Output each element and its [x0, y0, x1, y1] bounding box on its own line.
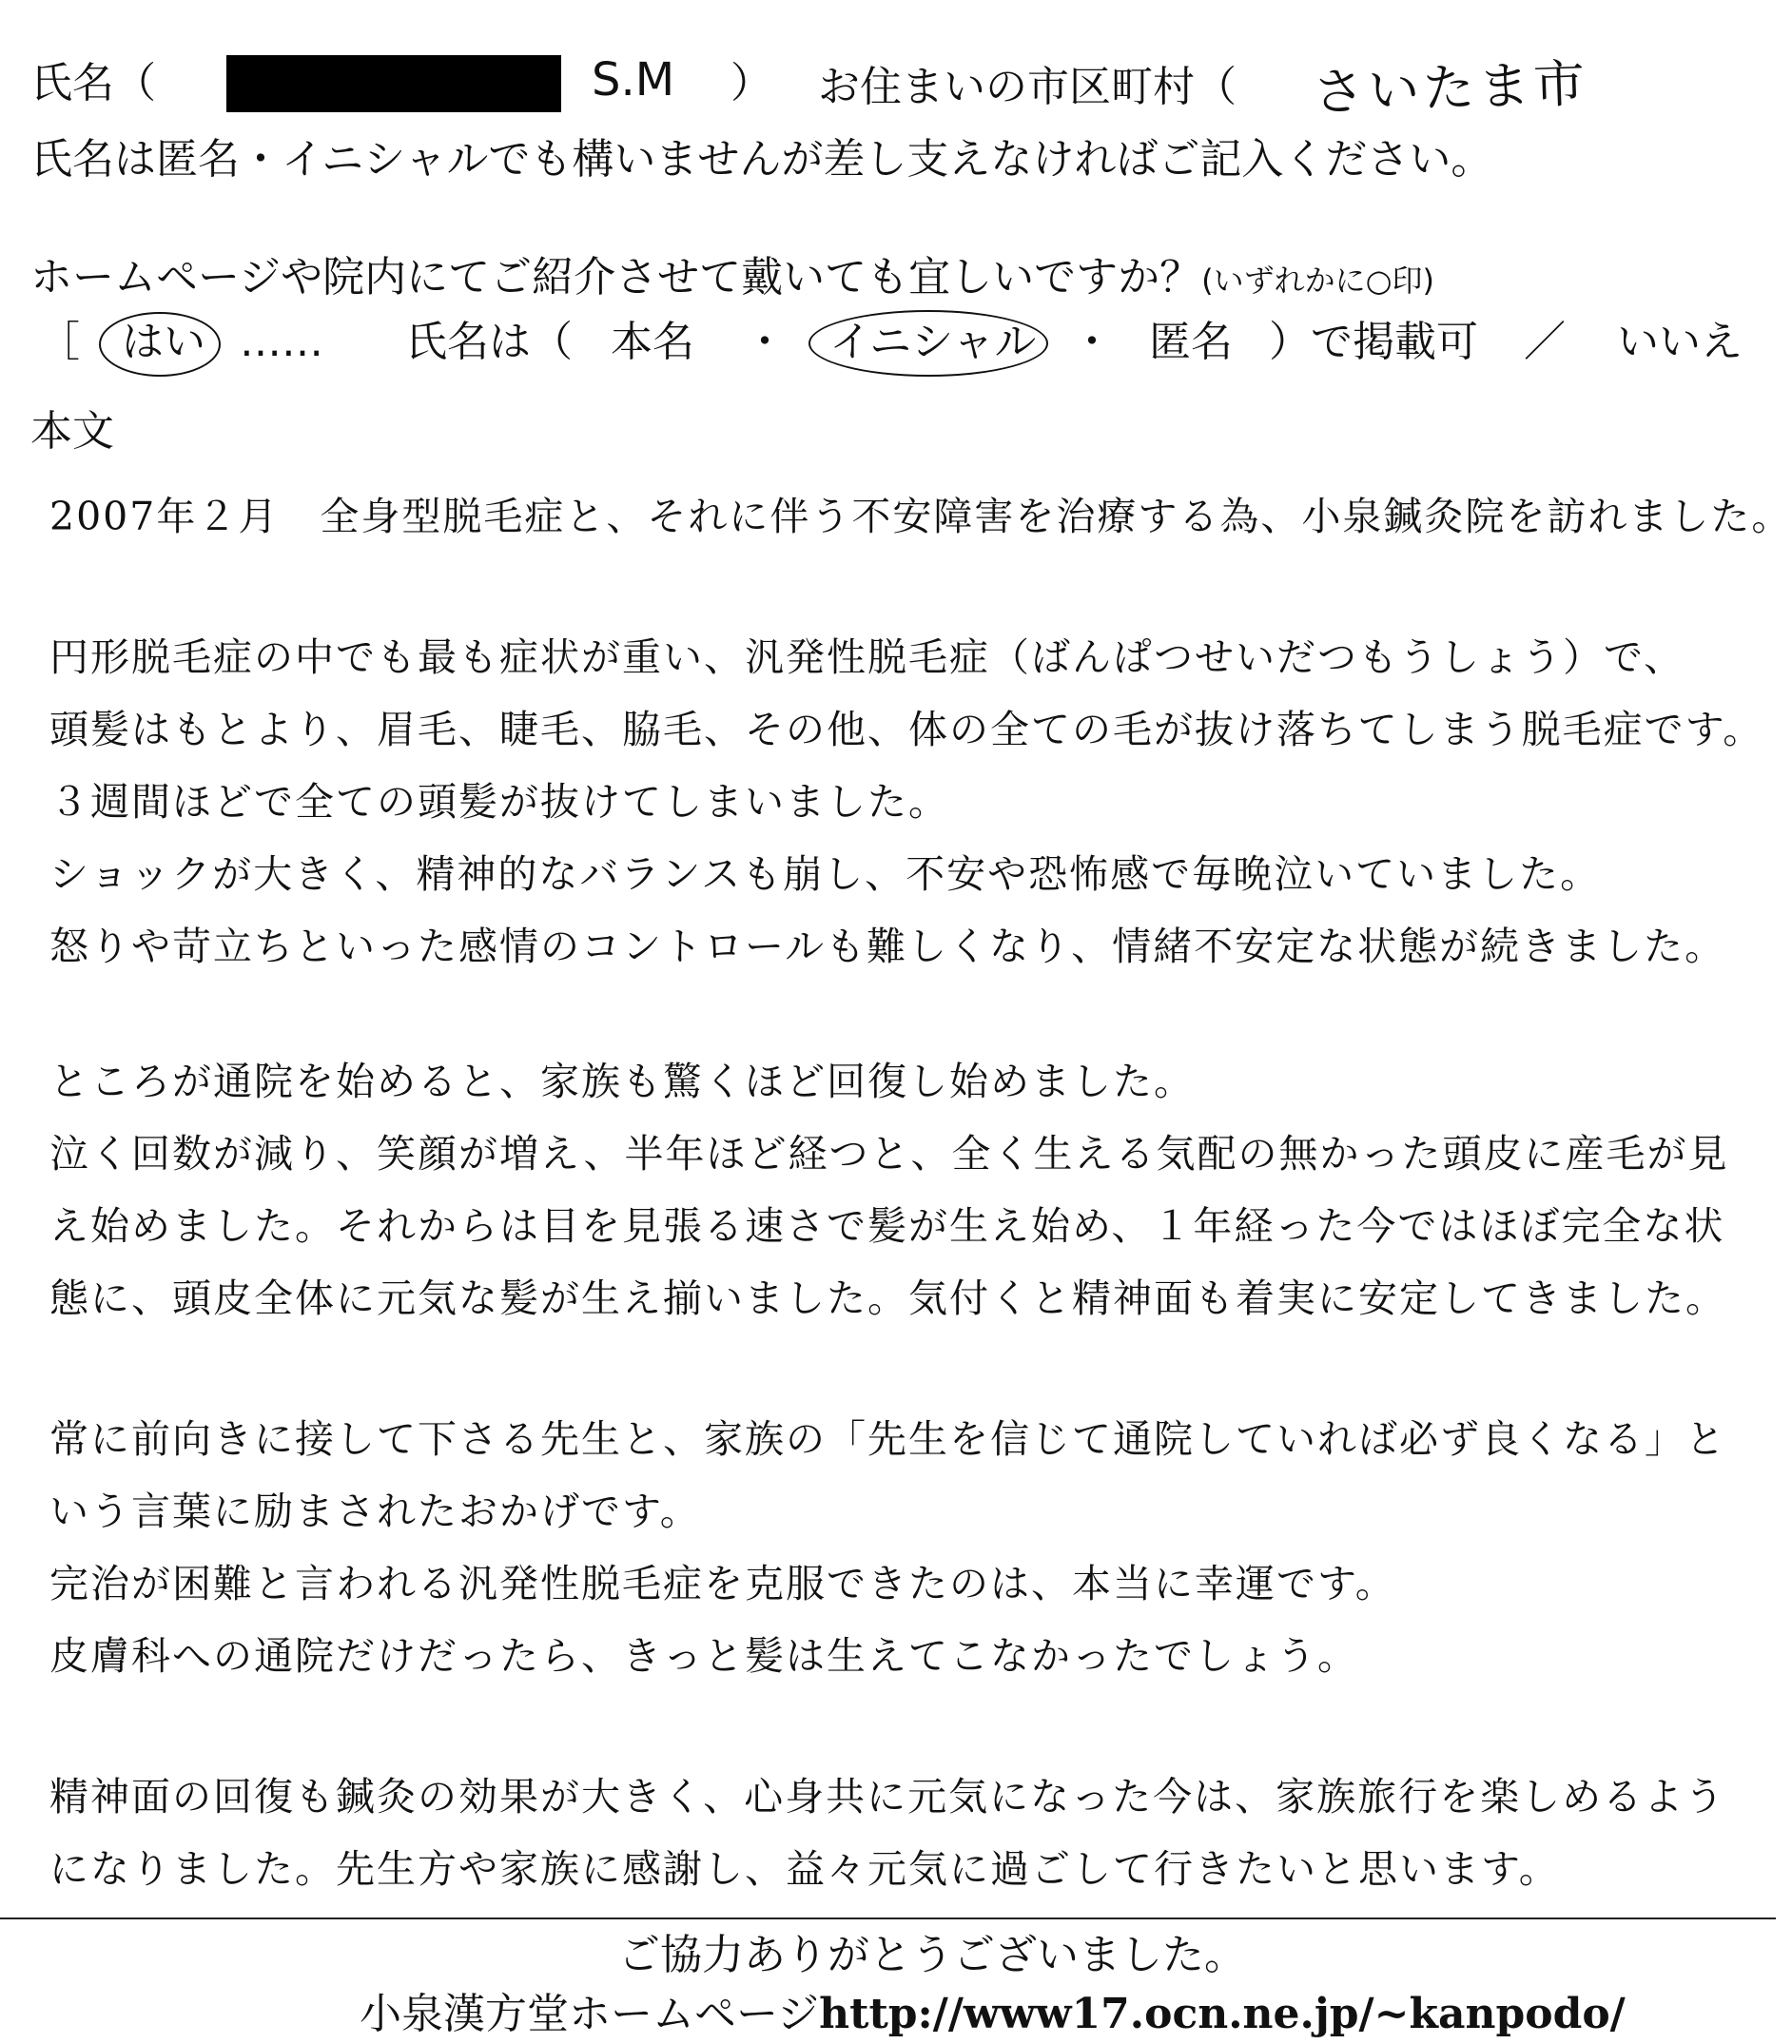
no-option: いいえ [1617, 318, 1743, 366]
name-initials: S.M [592, 53, 675, 107]
name-label: 氏名（ [30, 59, 156, 107]
yes-circle-mark [99, 312, 221, 377]
body-line: いう言葉に励まされたおかげです。 [49, 1489, 701, 1534]
body-heading-text: 本文 [30, 407, 114, 456]
name-display-label: 氏名は（ [405, 318, 573, 366]
consent-question-note: (いずれかに○印) [1201, 263, 1435, 299]
initials-circle-mark [808, 310, 1048, 377]
body-line: 完治が困難と言われる汎発性脱毛症を克服できたのは、本当に幸運です。 [49, 1561, 1396, 1606]
body-line: 皮膚科への通院だけだったら、きっと髪は生えてこなかったでしょう。 [49, 1633, 1358, 1679]
body-paragraph-4 [49, 1415, 1726, 1704]
body-line: ショックが大きく、精神的なバランスも崩し、不安や恐怖感で毎晩泣いていました。 [49, 851, 1602, 897]
body-line: 円形脱毛症の中でも最も症状が重い、汎発性脱毛症（ばんぱつせいだつもうしょう）で、 [49, 634, 1685, 680]
footer-homepage [360, 1988, 1626, 2041]
consent-question [30, 253, 1434, 305]
body-line: え始めました。それからは目を見張る速さで髪が生え始め、１年経った今ではほぼ完全な状 [49, 1203, 1725, 1249]
body-line: 2007年２月 全身型脱毛症と、それに伴う不安障害を治療する為、小泉鍼灸院を訪れました。 [49, 494, 1792, 539]
anonymous-option: 匿名 [1149, 318, 1233, 366]
real-name-option: 本名 [611, 318, 694, 366]
homepage-label: 小泉漢方堂ホームページ [360, 1990, 820, 2038]
body-line: 常に前向きに接して下さる先生と、家族の「先生を信じて通院していれば必ず良くなる」と [49, 1416, 1726, 1462]
body-paragraph-3 [49, 1058, 1728, 1347]
body-line: 頭髪はもとより、眉毛、睫毛、脇毛、その他、体の全ての毛が抜け落ちてしまう脱毛症です。 [49, 707, 1764, 752]
body-paragraph-1 [49, 493, 1792, 540]
residence-label: お住まいの市区町村（ [818, 63, 1237, 111]
body-line: 泣く回数が減り、笑顔が増え、半年ほど経つと、全く生える気配の無かった頭皮に産毛が見 [49, 1131, 1729, 1177]
footer-thanks: ご協力ありがとうございました。 [618, 1931, 1246, 1979]
yes-option: はい [122, 318, 205, 366]
body-line: ３週間ほどで全ての頭髪が抜けてしまいました。 [49, 779, 949, 825]
residence-value: さいたま市 [1312, 52, 1590, 124]
body-paragraph-2 [49, 633, 1763, 995]
body-line: 態に、頭皮全体に元気な髪が生え揃いました。気付くと精神面も着実に安定してきました。 [49, 1275, 1726, 1321]
separator-dot-1: ・ [744, 318, 786, 366]
redacted-name [226, 55, 561, 112]
footer-divider [0, 1917, 1776, 1919]
homepage-url[interactable]: http://www17.ocn.ne.jp/~kanpodo/ [819, 1990, 1626, 2038]
body-line: 怒りや苛立ちといった感情のコントロールも難しくなり、情緒不安定な状態が続きました。 [49, 924, 1726, 969]
body-heading-clipped [30, 407, 114, 457]
consent-question-text: ホームページや院内にてご紹介させて戴いても宜しいですか？ [30, 253, 1202, 302]
name-note: 氏名は匿名・イニシャルでも構いませんが差し支えなければご記入ください。 [30, 135, 1493, 184]
initials-option: イニシャル [829, 318, 1037, 366]
publish-suffix: ）で掲載可 [1269, 318, 1478, 366]
body-line: ところが通院を始めると、家族も驚くほど回復し始めました。 [49, 1059, 1195, 1104]
body-line: になりました。先生方や家族に感謝し、益々元気に過ごして行きたいと思います。 [49, 1846, 1560, 1892]
body-line: 精神面の回復も鍼灸の効果が大きく、心身共に元気になった今は、家族旅行を楽しめるよう [49, 1774, 1726, 1820]
separator-dot-2: ・ [1071, 318, 1113, 366]
slash-separator: ／ [1524, 318, 1566, 366]
bracket-open: ［ [38, 318, 80, 366]
body-paragraph-5 [49, 1773, 1725, 1917]
name-close: ） [730, 59, 772, 107]
option-dots: …… [240, 318, 323, 366]
